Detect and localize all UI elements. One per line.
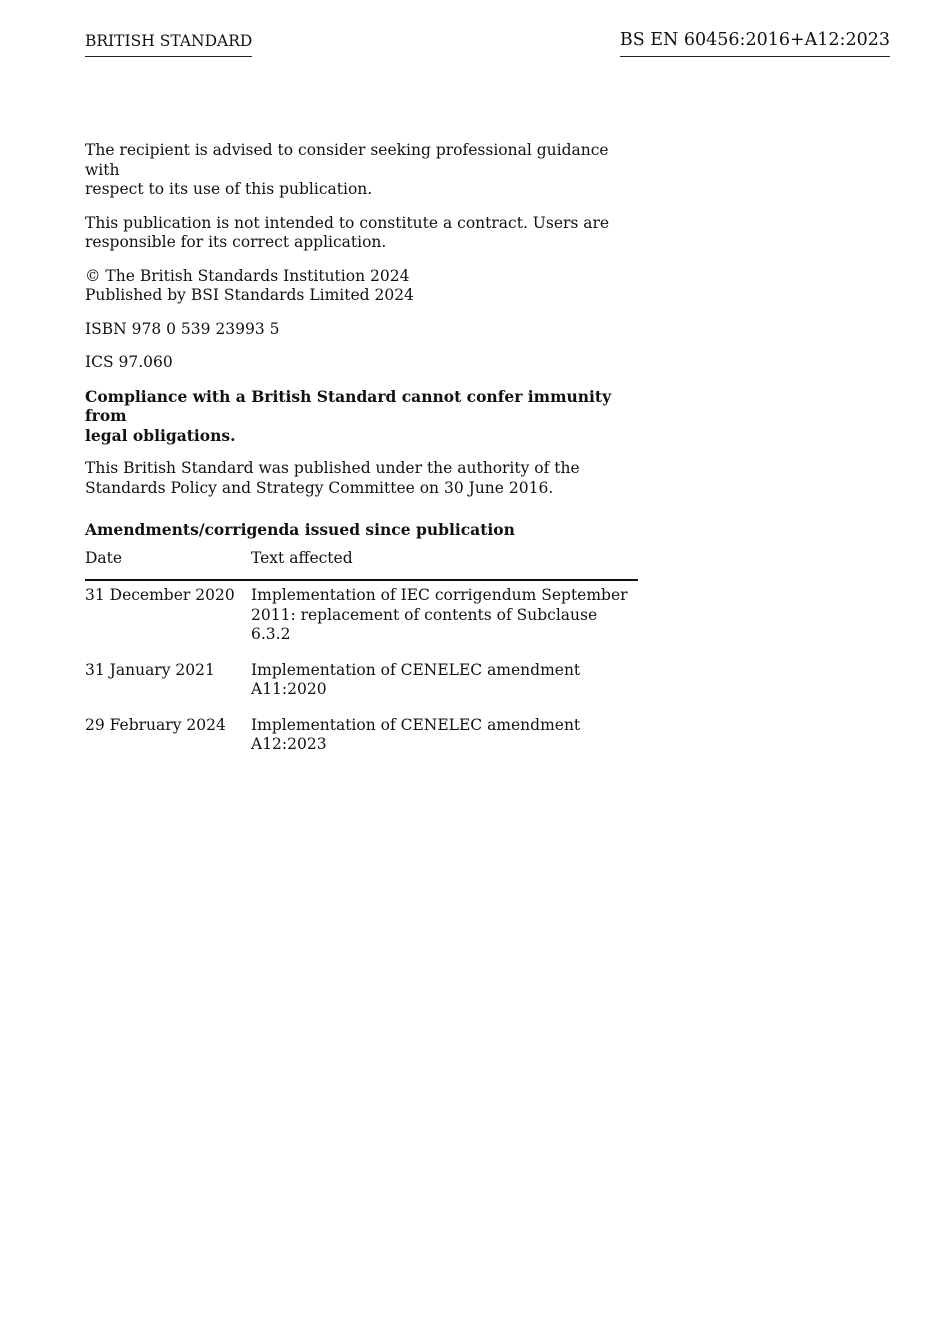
amendment-text xyxy=(251,580,638,661)
amendment-date: 31 January 2021 xyxy=(85,660,215,679)
authority-paragraph xyxy=(85,459,645,498)
copyright-paragraph xyxy=(85,267,645,306)
isbn: ISBN 978 0 539 23993 5 xyxy=(85,319,280,338)
column-header-text-affected: Text affected xyxy=(251,549,638,581)
document-body xyxy=(85,141,645,771)
table-row xyxy=(85,661,638,716)
amendment-date: 29 February 2024 xyxy=(85,715,226,734)
standard-number: BS EN 60456:2016+A12:2023 xyxy=(620,30,890,57)
amendments-heading: Amendments/corrigenda issued since publication xyxy=(85,520,515,539)
advice-line: The recipient is advised to consider seeking professional guidance with xyxy=(85,141,609,179)
contract-line: responsible for its correct application. xyxy=(85,233,387,251)
compliance-line: legal obligations. xyxy=(85,425,236,445)
table-header-row xyxy=(85,549,638,581)
contract-paragraph xyxy=(85,214,645,253)
table-row xyxy=(85,716,638,771)
header-left-title: BRITISH STANDARD xyxy=(85,32,252,57)
amendment-text-line: Implementation of CENELEC amendment A12:2023 xyxy=(251,715,581,753)
compliance-notice xyxy=(85,387,645,446)
advice-line: respect to its use of this publication. xyxy=(85,180,373,198)
contract-line: This publication is not intended to constitute a contract. Users are xyxy=(85,213,610,232)
copyright-line: © The British Standards Institution 2024 xyxy=(85,266,410,285)
amendment-date: 31 December 2020 xyxy=(85,586,235,604)
amendments-table xyxy=(85,549,638,771)
advice-paragraph xyxy=(85,141,645,200)
column-header-date: Date xyxy=(85,549,251,581)
amendment-text-line: 2011: replacement of contents of Subclause 6.3.2 xyxy=(251,605,598,643)
amendment-text xyxy=(251,716,638,771)
authority-line: Standards Policy and Strategy Committee on 30 June 2016. xyxy=(85,478,554,497)
amendment-text-line: Implementation of CENELEC amendment A11:2020 xyxy=(251,660,581,698)
table-row xyxy=(85,580,638,661)
compliance-line: Compliance with a British Standard cannot confer immunity from xyxy=(85,386,612,425)
ics-code: ICS 97.060 xyxy=(85,353,173,371)
authority-line: This British Standard was published under the authority of the xyxy=(85,459,580,477)
publisher-line: Published by BSI Standards Limited 2024 xyxy=(85,286,414,304)
amendment-text-line: Implementation of IEC corrigendum September xyxy=(251,586,628,604)
amendment-text xyxy=(251,661,638,716)
